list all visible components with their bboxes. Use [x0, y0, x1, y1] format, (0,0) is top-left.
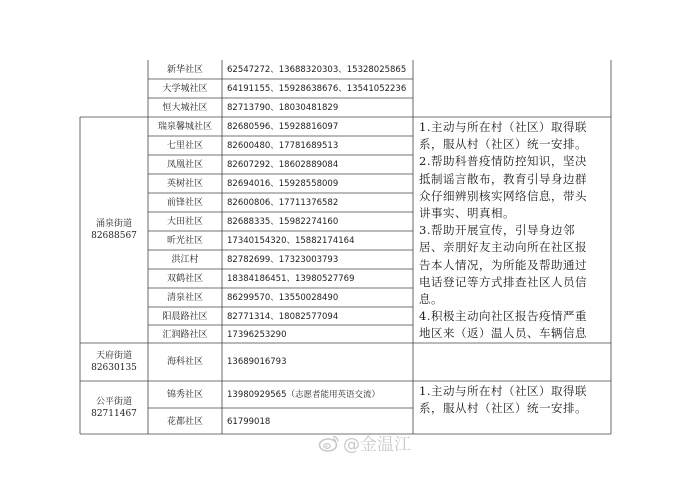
- community-name: 双鹤社区: [166, 274, 203, 284]
- duty-line: 息。: [419, 292, 443, 307]
- community-name: 清泉社区: [166, 293, 203, 303]
- duty-line: 电话登记等方式排查社区人员信: [419, 274, 587, 289]
- phone-numbers: 82680596、15928816097: [227, 122, 339, 132]
- phone-numbers: 86299570、13550028490: [227, 293, 339, 303]
- duty-line: 1.主动与所在村（社区）取得联: [419, 384, 587, 398]
- phone-numbers: 62547272、13688320303、15328025865: [227, 65, 407, 75]
- watermark-text: @金温江: [343, 435, 411, 455]
- phone-numbers: 18384186451、13980527769: [227, 274, 355, 284]
- community-name: 英树社区: [166, 179, 203, 189]
- phone-numbers: 82600806、17711376582: [227, 198, 339, 208]
- community-name: 海科社区: [166, 357, 203, 367]
- phone-numbers: 82607292、18602889084: [227, 160, 339, 170]
- phone-numbers: 13689016793: [227, 357, 287, 367]
- duty-line: 系，服从村（社区）统一安排。: [419, 137, 587, 152]
- community-name: 大田社区: [166, 217, 203, 227]
- phone-numbers: 17340154320、15882174164: [227, 236, 355, 246]
- community-name: 汇润路社区: [162, 329, 208, 340]
- phone-numbers: 64191155、15928638676、13541052236: [227, 84, 407, 94]
- phone-numbers: 61799018: [227, 416, 271, 427]
- watermark: [318, 430, 411, 455]
- duty-line: 居、亲朋好友主动向所在社区报: [419, 240, 587, 255]
- street-name: 天府街道 82630135: [91, 351, 137, 373]
- community-name: 花都社区: [166, 416, 203, 427]
- phone-numbers: 82782699、17323003793: [227, 255, 339, 265]
- community-name: 大学城社区: [162, 84, 208, 94]
- phone-numbers: 82600480、17781689513: [227, 141, 339, 151]
- community-name: 昕光社区: [166, 236, 203, 246]
- duty-line: 3.帮助开展宣传，引导身边邻: [419, 223, 575, 238]
- community-name: 锦秀社区: [166, 390, 203, 400]
- duty-line: 系，服从村（社区）统一安排。: [419, 401, 587, 416]
- duty-line: 讲事实、明真相。: [419, 206, 515, 221]
- duty-line: 4.积极主动向社区报告疫情严重: [419, 309, 587, 324]
- duty-line: 2.帮助科普疫情防控知识，坚决: [419, 154, 587, 169]
- duty-line: 1.主动与所在村（社区）取得联: [419, 120, 587, 134]
- duty-line: 抵制谣言散布，教育引导身边群: [419, 171, 587, 186]
- community-name: 凤凰社区: [166, 160, 203, 170]
- street-name: 涌泉街道 82688567: [91, 219, 137, 241]
- duty-line: 告本人情况，为所能及帮助通过: [419, 257, 587, 272]
- community-name: 七里社区: [166, 141, 203, 151]
- phone-numbers: 82713790、18030481829: [227, 103, 339, 113]
- community-name: 阳晨路社区: [162, 311, 208, 322]
- volunteer-duties: [419, 383, 609, 433]
- phone-numbers: 17396253290: [227, 329, 287, 340]
- community-name: 前锋社区: [166, 198, 203, 208]
- community-name: 洪江村: [171, 255, 199, 265]
- street-name: 公平街道 82711467: [91, 396, 137, 419]
- community-name: 恒大城社区: [162, 103, 208, 113]
- phone-numbers: 82771314、18082577094: [227, 311, 339, 322]
- volunteer-duties: [419, 119, 609, 341]
- community-name: 瑞泉馨城社区: [157, 122, 212, 132]
- phone-numbers: 82694016、15928558009: [227, 179, 339, 189]
- phone-numbers: 13980929565（志愿者能用英语交流）: [227, 390, 380, 400]
- community-name: 新华社区: [166, 65, 203, 75]
- phone-numbers: 82688335、15982274160: [227, 217, 339, 227]
- duty-line: 众仔细辨别核实网络信息，带头: [419, 188, 587, 203]
- duty-line: 地区来（返）温人员、车辆信息: [419, 326, 587, 341]
- weibo-icon: [318, 434, 340, 452]
